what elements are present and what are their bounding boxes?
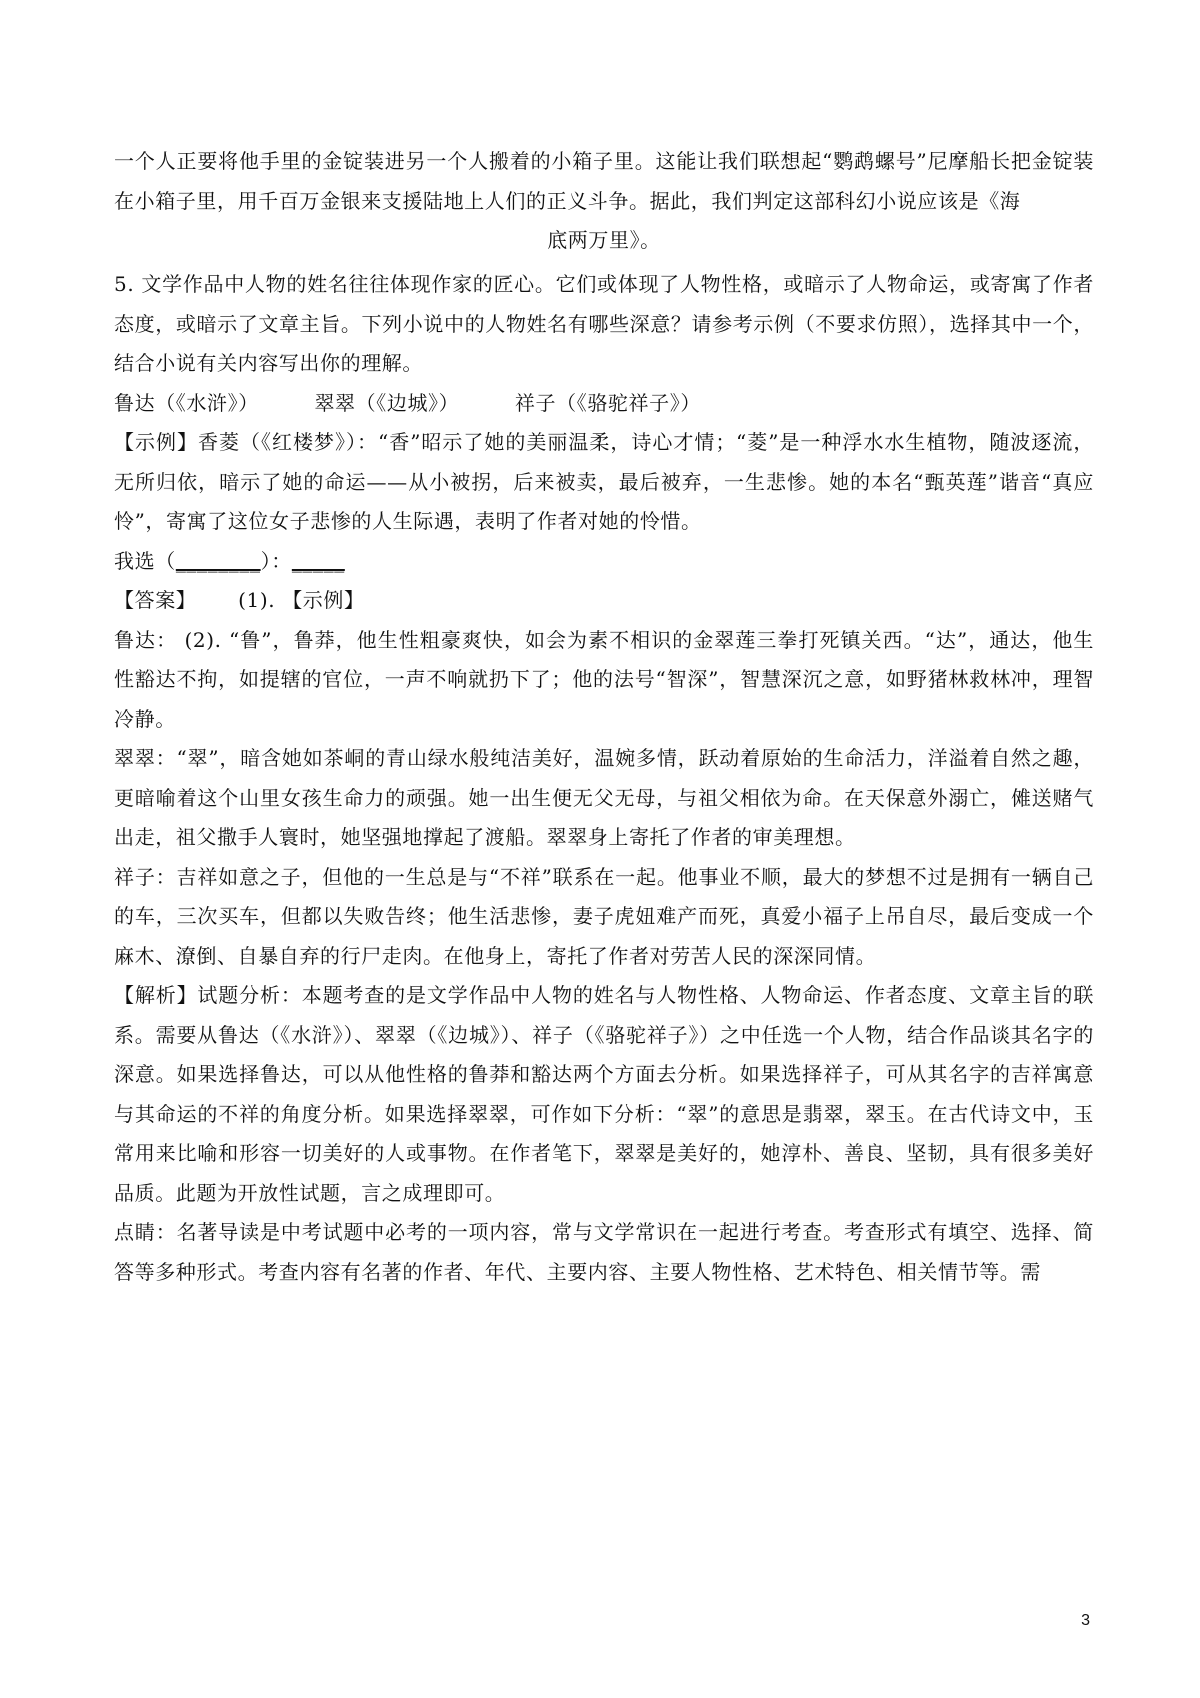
page-number: 3 [1081,1612,1090,1629]
example-paragraph: 【示例】香菱（《红楼梦》）：“香”昭示了她的美丽温柔，诗心才情；“菱”是一种浮水水生植物，随波逐流，无所归依，暗示了她的命运——从小被拐，后来被卖，最后被弃，一生悲惨。她的本名“甄英莲”谐音“真应怜”，寄寓了这位女子悲惨的人生际遇，表明了作者对她的怜惜。 [114,430,1094,533]
choice-middle: ）： [260,548,292,573]
question-number: 5. [114,272,135,296]
question-paragraph [114,265,1094,384]
choice-blank-name: ________ [175,548,261,573]
continuation-paragraph: 一个人正要将他手里的金锭装进另一个人搬着的小箱子里。这能让我们联想起“鹦鹉螺号”尼摩船长把金锭装在小箱子里，用千百万金银来支援陆地上人们的正义斗争。据此，我们判定这部科幻小说应该是《海 [114,149,1094,213]
answer-cuicui: 翠翠：“翠”，暗含她如茶峒的青山绿水般纯洁美好，温婉多情，跃动着原始的生命活力，洋溢着自然之趣，更暗喻着这个山里女孩生命力的顽强。她一出生便无父无母，与祖父相依为命。在天保意外溺亡，傩送赌气出走，祖父撒手人寰时，她坚强地撑起了渡船。翠翠身上寄托了作者的审美理想。 [114,746,1094,849]
answer-header: 【答案】 (1). 【示例】 [114,588,365,612]
previous-answer-continuation [114,142,1094,261]
analysis-paragraph: 【解析】试题分析：本题考查的是文学作品中人物的姓名与人物性格、人物命运、作者态度、文章主旨的联系。需要从鲁达（《水浒》）、翠翠（《边城》）、祥子（《骆驼祥子》）之中任选一个人物，结合作品谈其名字的深意。如果选择鲁达，可以从他性格的鲁莽和豁达两个方面去分析。如果选择祥子，可从其名字的吉祥寓意与其命运的不祥的角度分析。如果选择翠翠，可作如下分析：“翠”的意思是翡翠，翠玉。在古代诗文中，玉常用来比喻和形容一切美好的人或事物。在作者笔下，翠翠是美好的，她淳朴、善良、坚韧，具有很多美好品质。此题为开放性试题，言之成理即可。 [114,983,1094,1205]
answer-luda: 鲁达： (2). “鲁”，鲁莽，他生性粗豪爽快，如会为素不相识的金翠莲三拳打死镇关西。“达”，通达，他生性豁达不拘，如提辖的官位，一声不响就扔下了；他的法号“智深”，智慧深沉之意，如野猪林救林冲，理智冷静。 [114,627,1094,731]
answer-xiangzi: 祥子：吉祥如意之子，但他的一生总是与“不祥”联系在一起。他事业不顺，最大的梦想不过是拥有一辆自己的车，三次买车，但都以失败告终；他生活悲惨，妻子虎妞难产而死，真爱小福子上吊自尽，最后变成一个麻木、潦倒、自暴自弃的行尸走肉。在他身上，寄托了作者对劳苦人民的深深同情。 [114,864,1094,968]
choice-prefix: 我选（ [114,548,176,573]
character-names-line: 鲁达（《水浒》） 翠翠（《边城》） 祥子（《骆驼祥子》） [114,390,701,415]
continuation-last-line: 底两万里》。 [547,228,661,252]
choice-line [114,542,1094,582]
choice-blank-answer: _____ [291,548,345,573]
question-text: 文学作品中人物的姓名往往体现作家的匠心。它们或体现了人物性格，或暗示了人物命运，或寄寓了作者态度，或暗示了文章主旨。下列小说中的人物姓名有哪些深意？请参考示例（不要求仿照），选择其中一个，结合小说有关内容写出你的理解。 [114,272,1094,375]
question-section [114,265,1094,1292]
tip-paragraph: 点睛：名著导读是中考试题中必考的一项内容，常与文学常识在一起进行考查。考查形式有填空、选择、简答等多种形式。考查内容有名著的作者、年代、主要内容、主要人物性格、艺术特色、相关情节等。需 [114,1220,1094,1284]
